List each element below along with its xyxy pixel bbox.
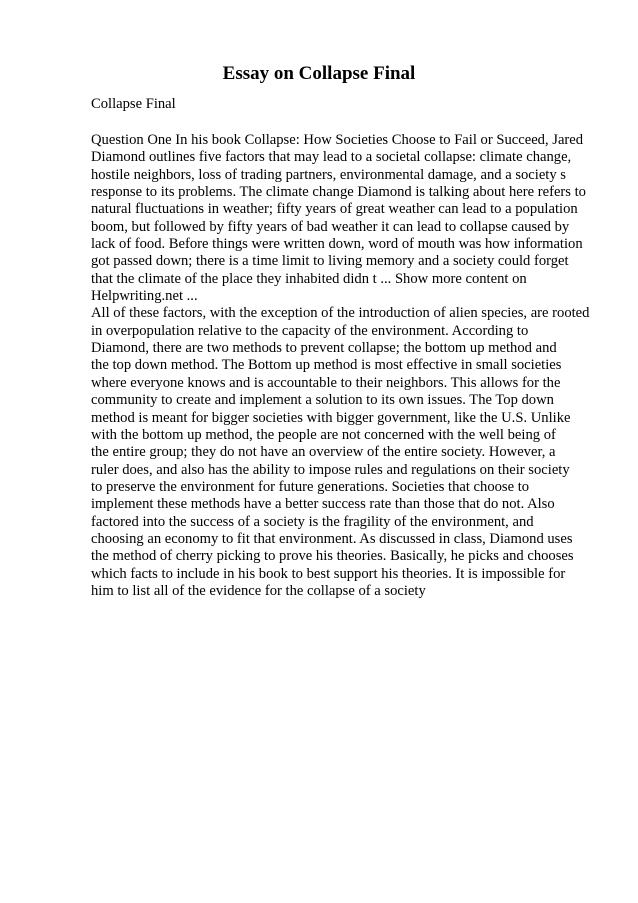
essay-line: factored into the success of a society is the fragility of the environment, and [91,513,534,530]
essay-line: which facts to include in his book to best support his theories. It is impossible for [91,565,566,582]
essay-line: All of these factors, with the exception of the introduction of alien species, are rooted [91,305,590,322]
essay-line: lack of food. Before things were written down, word of mouth was how information [91,236,583,253]
essay-line: where everyone knows and is accountable to their neighbors. This allows for the [91,374,561,391]
essay-body [91,132,591,600]
essay-line: with the bottom up method, the people are not concerned with the well being of [91,426,556,443]
essay-line: community to create and implement a solution to its own issues. The Top down [91,392,554,409]
essay-line: Question One In his book Collapse: How Societies Choose to Fail or Succeed, Jared [91,132,584,148]
essay-line: implement these methods have a better success rate than those that do not. Also [91,496,555,513]
essay-line: got passed down; there is a time limit to living memory and a society could forget [91,253,569,270]
essay-line: Diamond outlines five factors that may lead to a societal collapse: climate change, [91,149,572,166]
essay-line: Diamond, there are two methods to prevent collapse; the bottom up method and [91,340,557,357]
document-subtitle: Collapse Final [91,96,176,112]
essay-line: the entire group; they do not have an overview of the entire society. However, a [91,444,556,461]
essay-line: that the climate of the place they inhabited didn t ... Show more content on [91,270,527,287]
essay-line: ruler does, and also has the ability to impose rules and regulations on their society [91,461,570,478]
essay-line: Helpwriting.net ... [91,288,198,305]
essay-line: natural fluctuations in weather; fifty years of great weather can lead to a population [91,201,578,218]
essay-line: to preserve the environment for future generations. Societies that choose to [91,478,530,495]
essay-line: boom, but followed by fifty years of bad weather it can lead to collapse caused by [91,218,570,235]
document-title: Essay on Collapse Final [222,63,416,84]
essay-line: him to list all of the evidence for the collapse of a society [91,582,426,599]
essay-line: in overpopulation relative to the capacity of the environment. According to [91,322,529,339]
essay-line: response to its problems. The climate change Diamond is talking about here refers to [91,184,586,201]
essay-line: choosing an economy to fit that environment. As discussed in class, Diamond uses [91,530,573,547]
essay-line: method is meant for bigger societies with bigger government, like the U.S. Unlike [91,409,571,426]
essay-line: the method of cherry picking to prove his theories. Basically, he picks and chooses [91,548,574,565]
essay-line: hostile neighbors, loss of trading partners, environmental damage, and a society s [91,166,566,183]
essay-line: the top down method. The Bottom up method is most effective in small societies [91,357,562,374]
